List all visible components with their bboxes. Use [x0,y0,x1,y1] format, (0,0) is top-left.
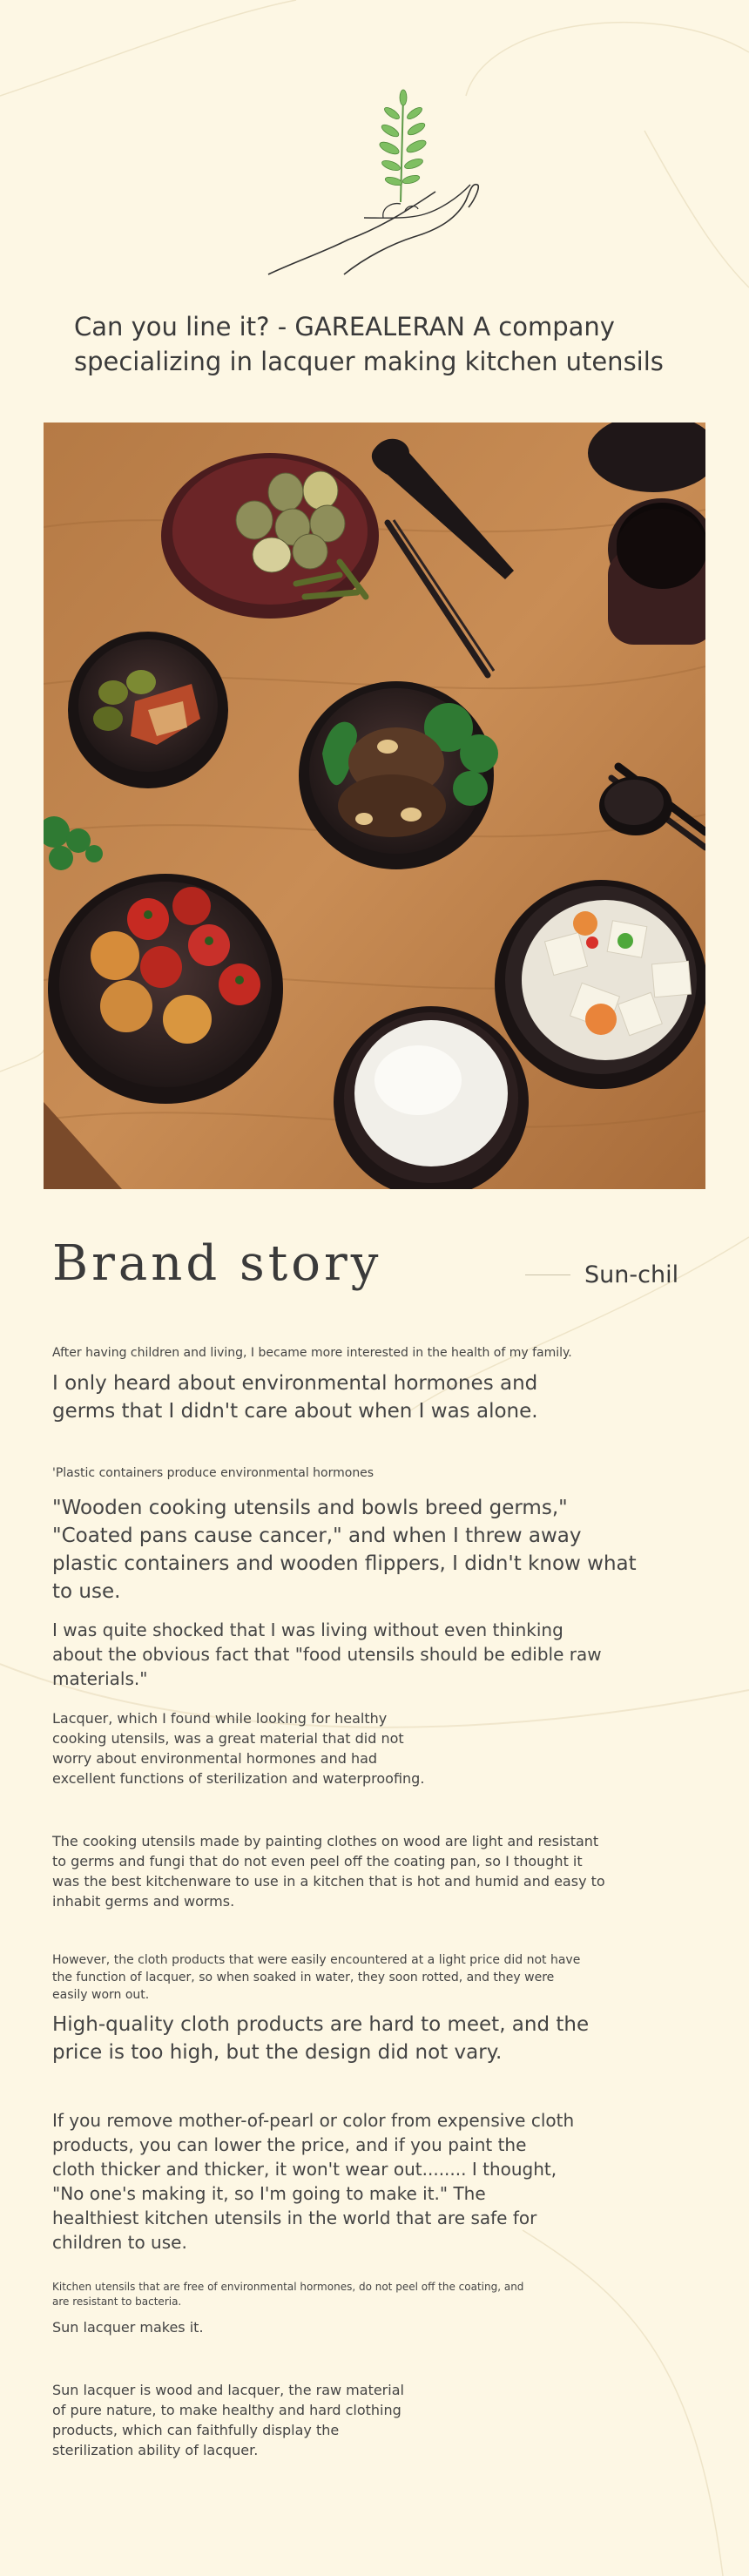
story-p4: Lacquer, which I found while looking for healthy cooking utensils, was a great material that did not worry about environmental hormones and had excellent functions of sterilization and waterproofing. [52,1710,425,1787]
story-p5: The cooking utensils made by painting clothes on wood are light and resistant to germs and fungi that do not even peel off the coating pan, so I thought it was the best kitchenware to use in a kitchen that is hot and humid and easy to inhabit germs and worms. [52,1833,605,1910]
story-p2-large: "Wooden cooking utensils and bowls breed germs," "Coated pans cause cancer," and when I threw away plastic containers and wooden flippers, I didn't know what to use. [52,1497,637,1603]
story-p6-small: However, the cloth products that were easily encountered at a light price did not have the function of lacquer, so when soaked in water, they soon rotted, and they were easily worn out. [52,1953,581,2002]
story-p3: I was quite shocked that I was living without even thinking about the obvious fact that "food utensils should be edible raw materials." [52,1619,602,1689]
story-p1-large: I only heard about environmental hormones and germs that I didn't care about when I was alone. [52,1372,538,1423]
story-p8-line: Sun lacquer makes it. [52,2319,204,2336]
story-p9: Sun lacquer is wood and lacquer, the raw material of pure nature, to make healthy and hard clothing products, which can faithfully display the sterilization ability of lacquer. [52,2382,404,2458]
story-p8-small: Kitchen utensils that are free of environmental hormones, do not peel off the coating, and are resistant to bacteria. [52,2281,524,2308]
story-p7: If you remove mother-of-pearl or color from expensive cloth products, you can lower the price, and if you paint the cloth thicker and thicker, it won't wear out........ I thought, "No one's making it, so I'm going to make it." The healthiest kitchen utensils in the world that are safe for children to use. [52,2110,575,2253]
story-p6-large: High-quality cloth products are hard to meet, and the price is too high, but the design did not vary. [52,2013,590,2064]
story-p1-small: After having children and living, I became more interested in the health of my family. [52,1346,572,1360]
brand-author: Sun-chil [584,1261,679,1288]
brand-story-title: Brand story [52,1235,382,1292]
hand-holding-plant-illustration [261,87,488,283]
page-heading: Can you line it? - GAREALERAN A company specializing in lacquer making kitchen utensils [74,312,664,376]
table-setting-photo [44,423,705,1189]
story-p2-small: 'Plastic containers produce environmental hormones [52,1466,374,1480]
brand-divider [525,1274,570,1275]
